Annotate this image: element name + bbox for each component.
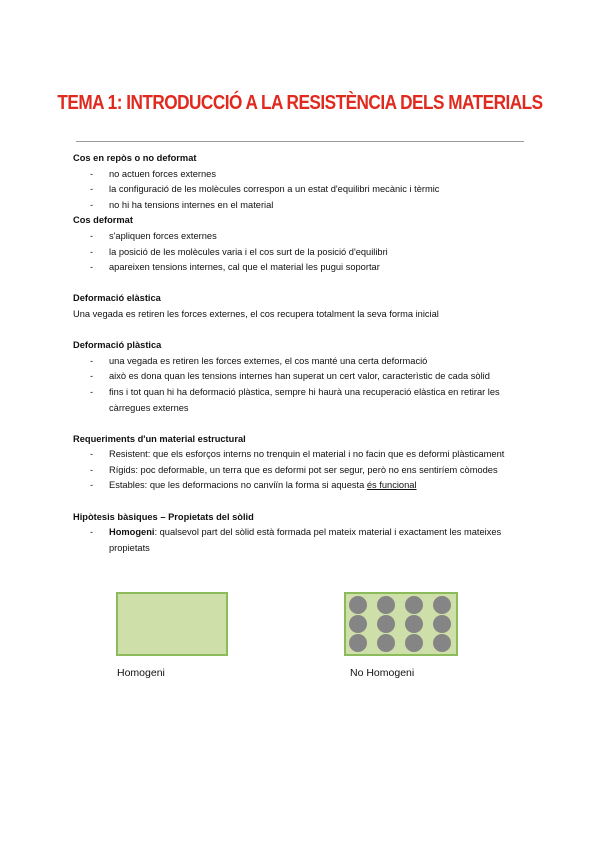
list-item: - Resistent: que els esforços interns no trenquin el material i no facin que es deformi plàsticament xyxy=(73,447,525,463)
inclusion-dot xyxy=(433,615,451,633)
document-body xyxy=(73,151,525,556)
list-hipotesis xyxy=(73,525,525,556)
inclusion-dot xyxy=(405,634,423,652)
list-item: - Rígids: poc deformable, un terra que es deformi pot ser segur, però no ens sentiríem còmodes xyxy=(73,463,525,479)
inclusion-dot xyxy=(349,596,367,614)
figures xyxy=(0,592,600,692)
inclusion-dot xyxy=(377,634,395,652)
inclusion-dot xyxy=(349,615,367,633)
caption-homogeni: Homogeni xyxy=(117,667,165,679)
inclusion-dot xyxy=(405,596,423,614)
list-item: - no hi ha tensions internes en el material xyxy=(73,198,525,214)
list-item: - la configuració de les molècules correspon a un estat d'equilibri mecànic i tèrmic xyxy=(73,182,525,198)
heading-elastica: Deformació elàstica xyxy=(73,293,161,304)
non-homogeneous-block xyxy=(344,592,458,656)
heading-hipotesis: Hipòtesis bàsiques – Propietats del sòlid xyxy=(73,511,254,522)
definition-homogeni: : qualsevol part del sòlid està formada pel mateix material i exactament les mateixes propietats xyxy=(109,527,502,553)
list-item xyxy=(73,525,525,556)
list-item: - la posició de les molècules varia i el cos surt de la posició d'equilibri xyxy=(73,245,525,261)
homogeneous-block xyxy=(116,592,228,656)
list-plastica xyxy=(73,354,525,416)
inclusion-dot xyxy=(433,596,451,614)
list-requeriments xyxy=(73,447,525,494)
list-item: - una vegada es retiren les forces externes, el cos manté una certa deformació xyxy=(73,354,525,370)
list-deformat xyxy=(73,229,525,276)
heading-deformat: Cos deformat xyxy=(73,215,133,226)
inclusion-dot xyxy=(377,596,395,614)
paragraph-elastica: Una vegada es retiren les forces externes, el cos recupera totalment la seva forma inicial xyxy=(73,308,439,319)
heading-plastica: Deformació plàstica xyxy=(73,340,162,351)
list-item: - s'apliquen forces externes xyxy=(73,229,525,245)
heading-repos: Cos en repòs o no deformat xyxy=(73,153,197,163)
list-item: - fins i tot quan hi ha deformació plàstica, sempre hi haurà una recuperació elàstica en retirar les càrregues externes xyxy=(73,385,525,416)
page-title: TEMA 1: INTRODUCCIÓ A LA RESISTÈNCIA DELS MATERIALS xyxy=(57,92,543,114)
list-repos xyxy=(73,167,525,214)
list-item: - això es dona quan les tensions internes han superat un cert valor, caracterìstic de cada sòlid xyxy=(73,369,525,385)
list-item xyxy=(73,478,525,494)
inclusion-dot xyxy=(377,615,395,633)
underlined-text: és funcional xyxy=(366,480,417,491)
caption-no-homogeni: No Homogeni xyxy=(350,667,415,679)
inclusion-dot xyxy=(349,634,367,652)
title-divider xyxy=(76,141,524,142)
inclusion-dot xyxy=(405,615,423,633)
heading-requeriments: Requeriments d'un material estructural xyxy=(73,433,246,444)
list-item-text: Estables: que les deformacions no canviïn la forma si aquesta xyxy=(109,480,365,491)
inclusion-dot xyxy=(433,634,451,652)
list-item: - apareixen tensions internes, cal que el material les pugui soportar xyxy=(73,260,525,276)
term-homogeni: Homogeni xyxy=(109,527,155,538)
list-item: - no actuen forces externes xyxy=(73,167,525,183)
